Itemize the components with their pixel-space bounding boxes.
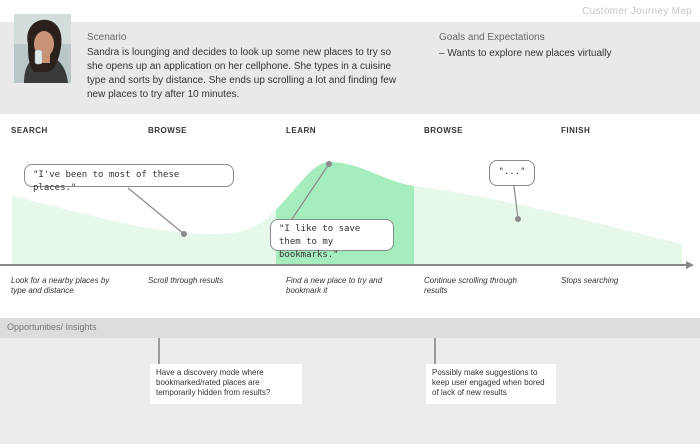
emotion-point-1 bbox=[181, 231, 187, 237]
goals-item: – Wants to explore new places virtually bbox=[439, 48, 612, 59]
insight-connector-1 bbox=[158, 338, 160, 364]
insights-heading: Opportunities/ Insights bbox=[7, 322, 97, 332]
stage-finish: FINISH bbox=[561, 126, 591, 135]
goals-heading: Goals and Expectations bbox=[439, 32, 545, 43]
thought-bubble-2: "I like to save them to my bookmarks." bbox=[270, 219, 394, 251]
insight-connector-2 bbox=[434, 338, 436, 364]
action-search: Look for a nearby places by type and distance bbox=[11, 276, 110, 295]
insights-band bbox=[0, 318, 700, 338]
action-finish: Stops searching bbox=[561, 276, 619, 285]
timeline-arrow-icon bbox=[686, 261, 694, 269]
scenario-heading: Scenario bbox=[87, 32, 127, 43]
stage-learn: LEARN bbox=[286, 126, 317, 135]
thought-bubble-3: "..." bbox=[489, 160, 535, 186]
stage-browse-2: BROWSE bbox=[424, 126, 463, 135]
emotion-point-3 bbox=[515, 216, 521, 222]
scenario-text: Sandra is lounging and decides to look up some new places to try so she opens up an application on her cellphone. She types in a cuisine type and sorts by distance. She ends up scrolling a lot and finding few new places to try after 10 minutes. bbox=[87, 47, 397, 100]
map-title: Customer Journey Map bbox=[582, 6, 692, 17]
action-learn: Find a new place to try and bookmark it bbox=[286, 276, 383, 295]
thought-bubble-1: "I've been to most of these places." bbox=[24, 164, 234, 187]
insight-note-1: Have a discovery mode where bookmarked/rated places are temporarily hidden from results? bbox=[150, 364, 302, 404]
action-browse-2: Continue scrolling through results bbox=[424, 276, 517, 295]
insights-area bbox=[0, 338, 700, 444]
action-browse-1: Scroll through results bbox=[148, 276, 224, 285]
emotion-point-2 bbox=[326, 161, 332, 167]
stage-search: SEARCH bbox=[11, 126, 48, 135]
stage-browse-1: BROWSE bbox=[148, 126, 187, 135]
insight-note-2: Possibly make suggestions to keep user engaged when bored of lack of new results bbox=[426, 364, 556, 404]
